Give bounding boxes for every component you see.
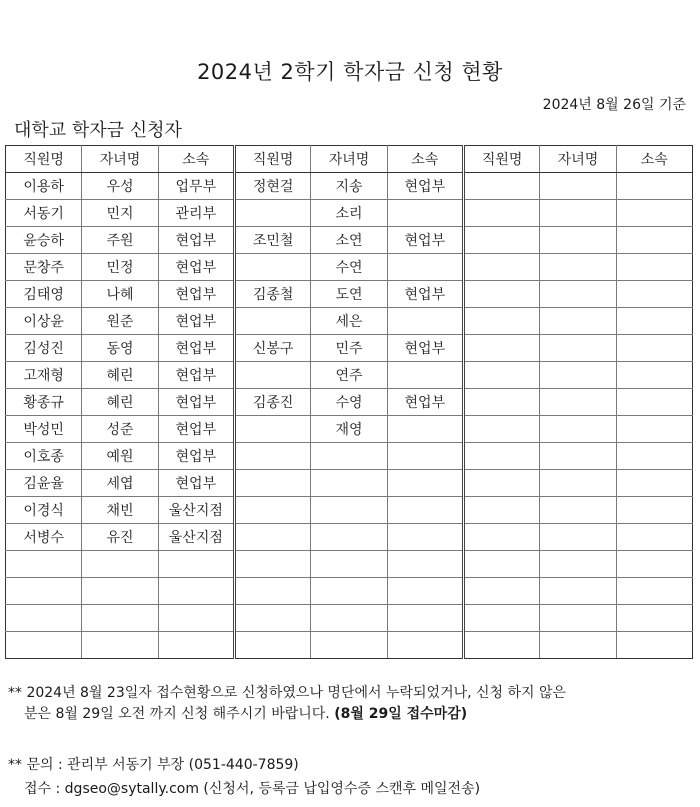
table-cell: [158, 632, 234, 659]
deadline-note-line2: [8, 704, 566, 725]
table-cell: 나혜: [82, 281, 158, 308]
table-cell: [616, 416, 692, 443]
table-cell: [311, 605, 387, 632]
table-row: [6, 551, 693, 578]
page-title: 2024년 2학기 학자금 신청 현황: [197, 60, 503, 84]
table-cell: 황종규: [6, 389, 82, 416]
table-cell: [311, 497, 387, 524]
table-cell: [616, 335, 692, 362]
deadline-note-text: 분은 8월 29일 오전 까지 신청 해주시기 바랍니다.: [24, 706, 335, 722]
table-cell: [463, 173, 539, 200]
deadline-note: [8, 683, 566, 725]
table-cell: [616, 389, 692, 416]
table-cell: [387, 470, 463, 497]
table-cell: [234, 443, 310, 470]
deadline-note-line1: ** 2024년 8월 23일자 접수현황으로 신청하였으나 명단에서 누락되었거나, 신청 하지 않은: [8, 685, 567, 701]
table-cell: [387, 254, 463, 281]
table-cell: [540, 416, 616, 443]
table-cell: 현업부: [158, 443, 234, 470]
table-header-row: [6, 146, 693, 173]
column-header: 직원명: [6, 146, 82, 173]
table-cell: [616, 254, 692, 281]
table-cell: [540, 200, 616, 227]
table-cell: 지송: [311, 173, 387, 200]
table-cell: 재영: [311, 416, 387, 443]
table-cell: 김종진: [234, 389, 310, 416]
table-cell: 현업부: [158, 416, 234, 443]
table-cell: 혜린: [82, 389, 158, 416]
table-cell: [463, 308, 539, 335]
column-header: 소속: [387, 146, 463, 173]
table-cell: 김태영: [6, 281, 82, 308]
table-cell: [540, 389, 616, 416]
table-cell: 업무부: [158, 173, 234, 200]
table-cell: 동영: [82, 335, 158, 362]
table-cell: 이용하: [6, 173, 82, 200]
table-cell: [616, 308, 692, 335]
table-cell: [311, 443, 387, 470]
column-header: 소속: [158, 146, 234, 173]
table-cell: [82, 605, 158, 632]
applicant-table: [5, 145, 693, 659]
table-cell: [387, 605, 463, 632]
table-cell: [463, 281, 539, 308]
table-row: [6, 416, 693, 443]
table-row: [6, 335, 693, 362]
table-cell: [540, 362, 616, 389]
table-cell: [463, 470, 539, 497]
table-cell: [234, 200, 310, 227]
column-header: 소속: [616, 146, 692, 173]
table-cell: [234, 524, 310, 551]
table-cell: [234, 254, 310, 281]
table-cell: [234, 308, 310, 335]
table-cell: 울산지점: [158, 497, 234, 524]
table-cell: [234, 605, 310, 632]
table-cell: [82, 551, 158, 578]
table-cell: [82, 632, 158, 659]
table-cell: 수연: [311, 254, 387, 281]
table-cell: [616, 200, 692, 227]
table-cell: [463, 335, 539, 362]
table-cell: 이경식: [6, 497, 82, 524]
table-cell: 고재형: [6, 362, 82, 389]
deadline-highlight: (8월 29일 접수마감): [334, 706, 468, 722]
table-cell: [6, 578, 82, 605]
table-cell: 김윤율: [6, 470, 82, 497]
reference-date: 2024년 8월 26일 기준: [542, 97, 686, 113]
table-cell: [540, 281, 616, 308]
table-cell: 수영: [311, 389, 387, 416]
table-cell: [311, 524, 387, 551]
table-cell: 서병수: [6, 524, 82, 551]
table-cell: 현업부: [158, 389, 234, 416]
table-cell: 세엽: [82, 470, 158, 497]
table-row: [6, 227, 693, 254]
table-cell: 채빈: [82, 497, 158, 524]
table-cell: [158, 578, 234, 605]
table-cell: [463, 200, 539, 227]
table-cell: 소리: [311, 200, 387, 227]
table-cell: [540, 551, 616, 578]
table-cell: [463, 227, 539, 254]
table-cell: [463, 578, 539, 605]
table-cell: 김종철: [234, 281, 310, 308]
table-cell: 정현걸: [234, 173, 310, 200]
table-cell: [82, 578, 158, 605]
table-cell: [540, 605, 616, 632]
table-cell: [387, 362, 463, 389]
table-cell: [234, 416, 310, 443]
column-header: 직원명: [234, 146, 310, 173]
table-row: [6, 524, 693, 551]
table-cell: 윤승하: [6, 227, 82, 254]
table-cell: [463, 254, 539, 281]
table-row: [6, 281, 693, 308]
table-cell: 현업부: [158, 470, 234, 497]
table-cell: [616, 605, 692, 632]
table-cell: [311, 470, 387, 497]
table-cell: 울산지점: [158, 524, 234, 551]
table-row: [6, 578, 693, 605]
table-cell: [540, 227, 616, 254]
table-cell: 서동기: [6, 200, 82, 227]
table-cell: [387, 308, 463, 335]
table-cell: 민지: [82, 200, 158, 227]
section-title: 대학교 학자금 신청자: [14, 120, 182, 141]
table-cell: [234, 497, 310, 524]
table-cell: [311, 632, 387, 659]
table-cell: 유진: [82, 524, 158, 551]
contact-note: [8, 753, 480, 801]
table-cell: [463, 389, 539, 416]
table-cell: 박성민: [6, 416, 82, 443]
table-cell: [463, 443, 539, 470]
table-row: [6, 443, 693, 470]
table-cell: [616, 497, 692, 524]
column-header: 자녀명: [540, 146, 616, 173]
table-row: [6, 173, 693, 200]
table-cell: 예원: [82, 443, 158, 470]
table-cell: 민정: [82, 254, 158, 281]
table-cell: 현업부: [158, 362, 234, 389]
submission-line: 접수 : dgseo@sytally.com (신청서, 등록금 납입영수증 스캔후 메일전송): [24, 781, 481, 797]
table-cell: 현업부: [158, 335, 234, 362]
table-cell: [540, 632, 616, 659]
table-cell: [311, 551, 387, 578]
table-cell: [616, 524, 692, 551]
table-cell: [387, 632, 463, 659]
table-cell: 이호종: [6, 443, 82, 470]
table-cell: [616, 443, 692, 470]
table-cell: [6, 632, 82, 659]
table-cell: [540, 173, 616, 200]
table-cell: [463, 497, 539, 524]
table-row: [6, 200, 693, 227]
table-cell: [616, 632, 692, 659]
table-cell: 현업부: [387, 227, 463, 254]
table-cell: 민주: [311, 335, 387, 362]
table-cell: [616, 470, 692, 497]
table-cell: 조민철: [234, 227, 310, 254]
table-cell: 관리부: [158, 200, 234, 227]
table-cell: [616, 173, 692, 200]
table-row: [6, 308, 693, 335]
table-cell: 연주: [311, 362, 387, 389]
table-cell: 문창주: [6, 254, 82, 281]
table-body: [6, 173, 693, 659]
table-cell: 현업부: [158, 281, 234, 308]
table-cell: [463, 362, 539, 389]
table-cell: 현업부: [387, 389, 463, 416]
table-row: [6, 389, 693, 416]
column-header: 자녀명: [82, 146, 158, 173]
table-cell: [463, 605, 539, 632]
table-cell: [158, 551, 234, 578]
table-cell: 우성: [82, 173, 158, 200]
table-cell: 주원: [82, 227, 158, 254]
table-cell: [158, 605, 234, 632]
table-cell: [387, 200, 463, 227]
table-cell: [387, 497, 463, 524]
table-cell: [387, 551, 463, 578]
table-cell: [540, 524, 616, 551]
table-cell: [234, 632, 310, 659]
table-cell: [234, 362, 310, 389]
table-cell: [540, 443, 616, 470]
table-cell: 소연: [311, 227, 387, 254]
table-cell: 신봉구: [234, 335, 310, 362]
column-header: 직원명: [463, 146, 539, 173]
table-row: [6, 497, 693, 524]
table-row: [6, 362, 693, 389]
table-cell: [540, 254, 616, 281]
table-cell: 이상윤: [6, 308, 82, 335]
table-cell: [463, 632, 539, 659]
table-cell: 현업부: [387, 335, 463, 362]
table-cell: [387, 443, 463, 470]
table-cell: [540, 497, 616, 524]
table-cell: [6, 605, 82, 632]
table-cell: [616, 578, 692, 605]
table-cell: [463, 524, 539, 551]
table-cell: [463, 416, 539, 443]
table-cell: 도연: [311, 281, 387, 308]
table-cell: 현업부: [158, 227, 234, 254]
table-cell: 현업부: [387, 281, 463, 308]
table-cell: [387, 578, 463, 605]
table-cell: [540, 308, 616, 335]
table-cell: [616, 362, 692, 389]
table-row: [6, 632, 693, 659]
table-cell: [616, 551, 692, 578]
table-cell: [234, 551, 310, 578]
table-cell: 혜린: [82, 362, 158, 389]
table-cell: 원준: [82, 308, 158, 335]
table-cell: [540, 470, 616, 497]
table-row: [6, 470, 693, 497]
table-row: [6, 254, 693, 281]
table-cell: [6, 551, 82, 578]
table-cell: [234, 470, 310, 497]
table-row: [6, 605, 693, 632]
table-cell: 김성진: [6, 335, 82, 362]
table-cell: 성준: [82, 416, 158, 443]
table-cell: [387, 524, 463, 551]
table-cell: 현업부: [158, 308, 234, 335]
table-cell: [616, 281, 692, 308]
table-cell: 현업부: [158, 254, 234, 281]
table-cell: [540, 335, 616, 362]
table-cell: 현업부: [387, 173, 463, 200]
column-header: 자녀명: [311, 146, 387, 173]
table-cell: 세은: [311, 308, 387, 335]
table-cell: [311, 578, 387, 605]
table-cell: [234, 578, 310, 605]
table-cell: [387, 416, 463, 443]
table-cell: [540, 578, 616, 605]
table-cell: [463, 551, 539, 578]
table-cell: [616, 227, 692, 254]
inquiry-line: ** 문의 : 관리부 서동기 부장 (051-440-7859): [8, 757, 299, 773]
